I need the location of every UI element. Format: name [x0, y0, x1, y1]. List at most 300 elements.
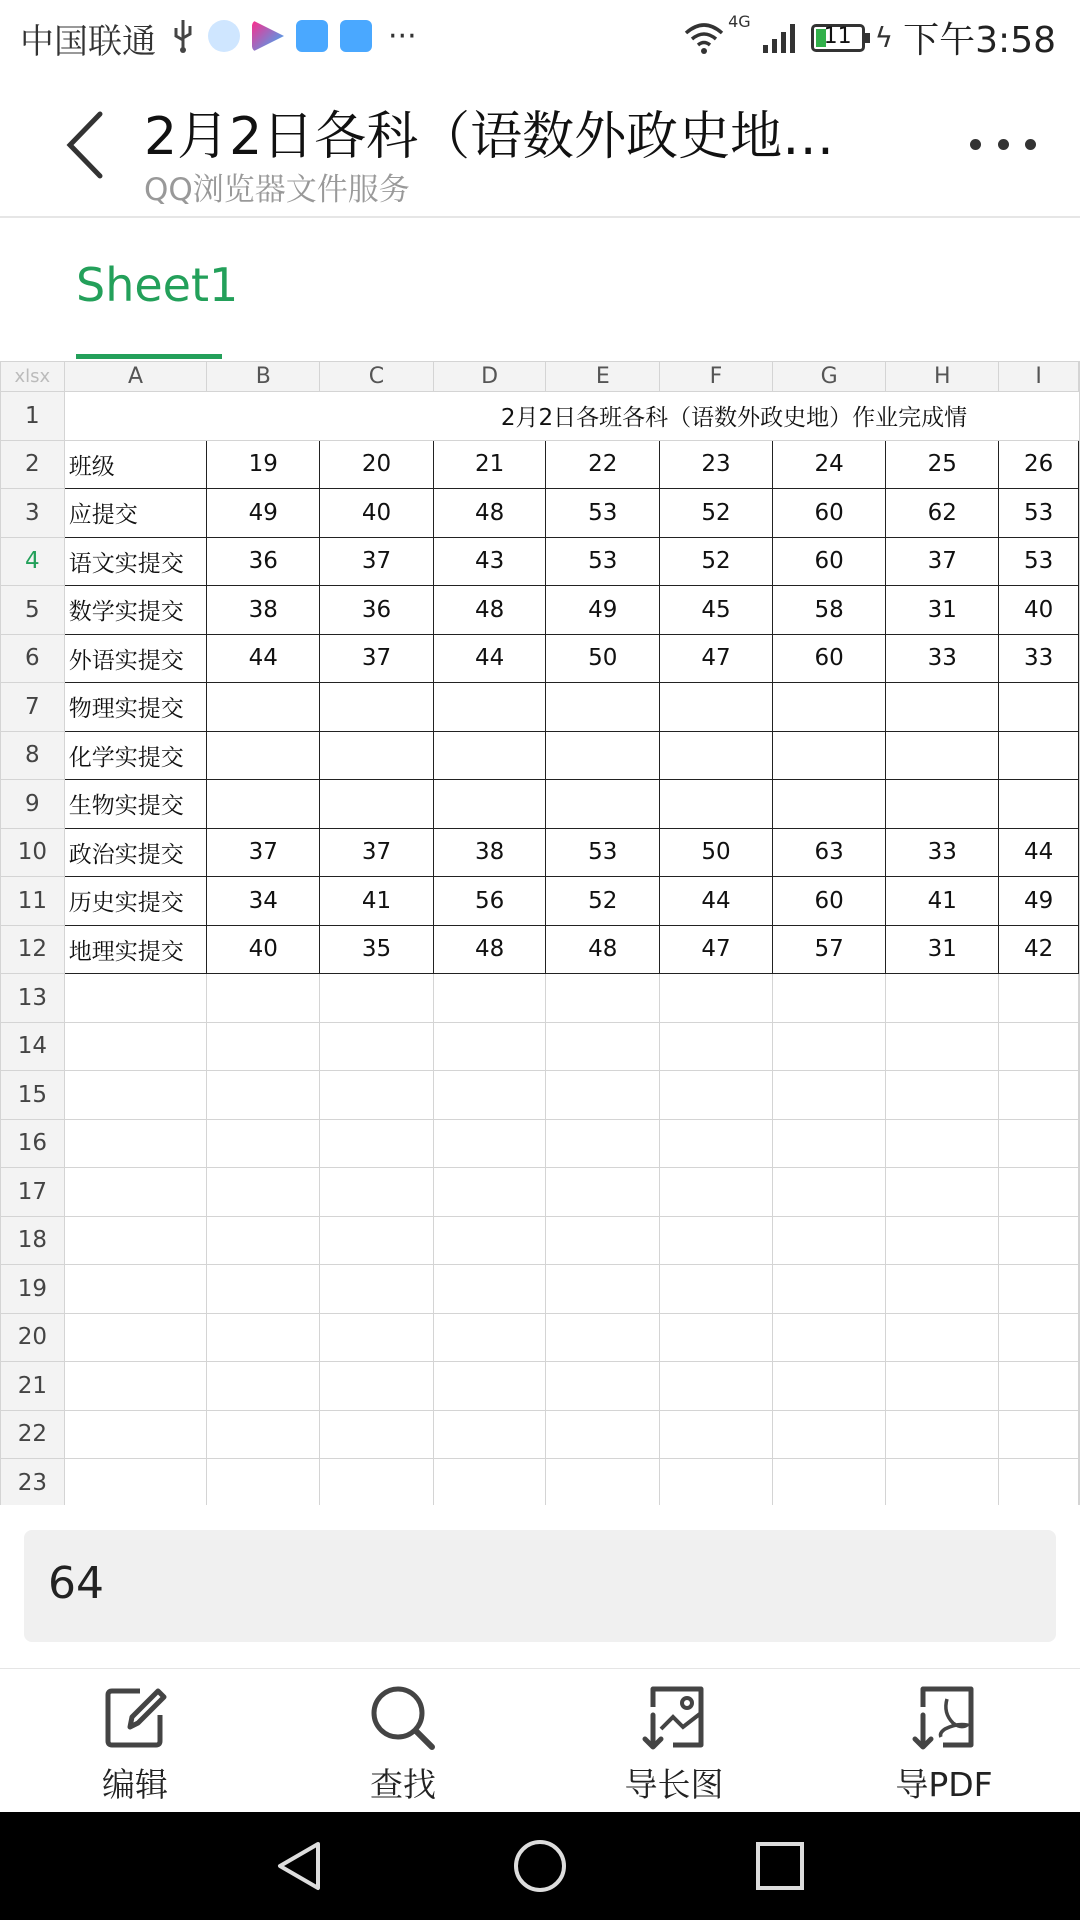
table-cell[interactable]: [64, 1410, 207, 1459]
table-cell[interactable]: 34: [207, 877, 320, 926]
table-row: [1, 634, 1080, 683]
table-cell[interactable]: 60: [772, 537, 886, 586]
row-header[interactable]: 2: [1, 440, 65, 489]
table-cell[interactable]: 25: [886, 440, 999, 489]
row-header[interactable]: 21: [1, 1362, 65, 1411]
row-header[interactable]: 17: [1, 1168, 65, 1217]
table-cell[interactable]: [320, 731, 434, 780]
table-cell[interactable]: 24: [772, 440, 886, 489]
table-cell[interactable]: [999, 780, 1079, 829]
table-cell[interactable]: [433, 1119, 546, 1168]
table-cell[interactable]: [433, 1459, 546, 1506]
table-cell[interactable]: 33: [886, 634, 999, 683]
table-row: [1, 731, 1080, 780]
table-cell[interactable]: 23: [660, 440, 773, 489]
nav-home-icon[interactable]: [512, 1838, 568, 1894]
table-cell[interactable]: [433, 1265, 546, 1314]
table-cell[interactable]: [660, 1022, 773, 1071]
table-cell[interactable]: [1079, 537, 1080, 586]
table-cell[interactable]: [660, 1459, 773, 1506]
table-cell[interactable]: 44: [660, 877, 773, 926]
table-cell[interactable]: [1079, 780, 1080, 829]
table-cell[interactable]: 45: [660, 586, 773, 635]
table-cell[interactable]: [772, 1071, 886, 1120]
table-cell[interactable]: 53: [546, 537, 660, 586]
table-cell[interactable]: 53: [999, 537, 1079, 586]
table-cell[interactable]: [64, 1362, 207, 1411]
table-cell[interactable]: 37: [207, 828, 320, 877]
row-header[interactable]: 18: [1, 1216, 65, 1265]
column-header[interactable]: G: [772, 362, 886, 392]
export-pdf-button[interactable]: [864, 1683, 1024, 1806]
table-cell[interactable]: [1079, 1362, 1080, 1411]
table-cell[interactable]: [546, 780, 660, 829]
table-cell[interactable]: [320, 1313, 434, 1362]
table-cell[interactable]: [886, 731, 999, 780]
table-cell[interactable]: 37: [320, 828, 434, 877]
table-cell[interactable]: [772, 1459, 886, 1506]
column-header[interactable]: F: [660, 362, 773, 392]
table-cell[interactable]: [772, 1022, 886, 1071]
table-cell[interactable]: 19: [207, 440, 320, 489]
row-header[interactable]: 13: [1, 974, 65, 1023]
table-cell[interactable]: [546, 731, 660, 780]
table-cell[interactable]: [320, 1168, 434, 1217]
column-header[interactable]: C: [320, 362, 434, 392]
table-cell[interactable]: [886, 1410, 999, 1459]
table-cell[interactable]: 48: [433, 586, 546, 635]
table-cell[interactable]: 43: [433, 537, 546, 586]
table-cell[interactable]: [207, 1362, 320, 1411]
table-cell[interactable]: 36: [207, 537, 320, 586]
table-cell[interactable]: [433, 1022, 546, 1071]
row-header[interactable]: 10: [1, 828, 65, 877]
row-header[interactable]: 8: [1, 731, 65, 780]
table-cell[interactable]: 语文实提交: [64, 537, 207, 586]
table-cell[interactable]: 52: [660, 537, 773, 586]
dot-icon: [970, 139, 981, 150]
column-header[interactable]: A: [64, 362, 207, 392]
table-cell[interactable]: [433, 974, 546, 1023]
search-icon: [368, 1683, 438, 1753]
table-cell[interactable]: [207, 1071, 320, 1120]
table-cell[interactable]: 37: [886, 537, 999, 586]
table-cell[interactable]: [546, 1313, 660, 1362]
table-row: [1, 1119, 1080, 1168]
table-cell[interactable]: [320, 1119, 434, 1168]
table-cell[interactable]: [433, 683, 546, 732]
table-cell[interactable]: [1079, 1410, 1080, 1459]
table-cell[interactable]: 47: [660, 925, 773, 974]
table-cell[interactable]: [1079, 1313, 1080, 1362]
table-cell[interactable]: [886, 974, 999, 1023]
table-cell[interactable]: [433, 1313, 546, 1362]
export-long-image-button[interactable]: [594, 1683, 754, 1806]
table-cell[interactable]: [546, 1459, 660, 1506]
row-header[interactable]: 5: [1, 586, 65, 635]
table-cell[interactable]: [207, 780, 320, 829]
table-cell[interactable]: [320, 1362, 434, 1411]
table-cell[interactable]: 56: [433, 877, 546, 926]
table-cell[interactable]: [64, 392, 207, 441]
table-cell[interactable]: [64, 1022, 207, 1071]
table-cell[interactable]: [1079, 683, 1080, 732]
table-cell[interactable]: [660, 731, 773, 780]
column-header[interactable]: E: [546, 362, 660, 392]
table-cell[interactable]: [660, 1168, 773, 1217]
table-cell[interactable]: [320, 1022, 434, 1071]
table-cell[interactable]: [772, 974, 886, 1023]
table-cell[interactable]: [999, 1410, 1079, 1459]
table-cell[interactable]: [1079, 1071, 1080, 1120]
table-cell[interactable]: [772, 683, 886, 732]
table-cell[interactable]: [64, 1313, 207, 1362]
column-header[interactable]: H: [886, 362, 999, 392]
table-cell[interactable]: 班级: [64, 440, 207, 489]
table-cell[interactable]: 60: [772, 634, 886, 683]
table-cell[interactable]: [546, 683, 660, 732]
table-cell[interactable]: 36: [320, 586, 434, 635]
table-cell[interactable]: [886, 1022, 999, 1071]
table-cell[interactable]: [772, 780, 886, 829]
table-cell[interactable]: [207, 1216, 320, 1265]
table-cell[interactable]: [320, 1410, 434, 1459]
row-header[interactable]: 7: [1, 683, 65, 732]
column-header[interactable]: [1079, 362, 1080, 392]
table-cell[interactable]: [772, 731, 886, 780]
table-cell[interactable]: 41: [320, 877, 434, 926]
row-header[interactable]: 9: [1, 780, 65, 829]
table-cell[interactable]: 22: [546, 440, 660, 489]
row-header[interactable]: 12: [1, 925, 65, 974]
table-cell[interactable]: [660, 780, 773, 829]
column-header[interactable]: D: [433, 362, 546, 392]
table-row: [1, 489, 1080, 538]
table-cell[interactable]: 38: [207, 586, 320, 635]
table-cell[interactable]: 58: [772, 586, 886, 635]
table-cell[interactable]: [772, 1119, 886, 1168]
table-cell[interactable]: [1079, 634, 1080, 683]
table-cell[interactable]: 应提交: [64, 489, 207, 538]
table-cell[interactable]: 57: [772, 925, 886, 974]
table-cell[interactable]: [546, 974, 660, 1023]
table-row: [1, 586, 1080, 635]
table-cell[interactable]: [207, 1459, 320, 1506]
table-cell[interactable]: [1079, 877, 1080, 926]
table-cell[interactable]: 26: [999, 440, 1079, 489]
table-cell[interactable]: [886, 1265, 999, 1314]
table-cell[interactable]: 44: [207, 634, 320, 683]
spreadsheet-grid[interactable]: [0, 361, 1080, 1505]
table-row: [1, 1168, 1080, 1217]
network-type: 4G: [728, 12, 751, 31]
table-cell[interactable]: [64, 1119, 207, 1168]
table-cell[interactable]: [999, 1313, 1079, 1362]
row-header[interactable]: 19: [1, 1265, 65, 1314]
youku-icon: [252, 20, 284, 52]
table-cell[interactable]: 62: [886, 489, 999, 538]
table-cell[interactable]: 42: [999, 925, 1079, 974]
table-cell[interactable]: [433, 1168, 546, 1217]
table-cell[interactable]: [999, 683, 1079, 732]
edit-button[interactable]: [55, 1683, 215, 1806]
table-cell[interactable]: [660, 1410, 773, 1459]
title-bar: [0, 72, 1080, 218]
table-cell[interactable]: [999, 1265, 1079, 1314]
table-cell[interactable]: 21: [433, 440, 546, 489]
table-cell[interactable]: 38: [433, 828, 546, 877]
table-cell[interactable]: [1079, 489, 1080, 538]
table-cell[interactable]: [999, 1459, 1079, 1506]
table-cell[interactable]: 48: [433, 925, 546, 974]
table-cell[interactable]: [433, 1216, 546, 1265]
table-cell[interactable]: [660, 1216, 773, 1265]
notification-icons: [170, 14, 417, 58]
table-cell[interactable]: [1079, 1216, 1080, 1265]
table-cell[interactable]: [999, 1216, 1079, 1265]
table-cell[interactable]: [886, 1216, 999, 1265]
table-row: [1, 828, 1080, 877]
dot-icon: [998, 139, 1009, 150]
table-cell[interactable]: 50: [546, 634, 660, 683]
table-row: [1, 877, 1080, 926]
search-label: 查找: [370, 1765, 436, 1804]
table-cell[interactable]: [1079, 1022, 1080, 1071]
table-cell[interactable]: [772, 1216, 886, 1265]
table-cell[interactable]: 60: [772, 489, 886, 538]
table-cell[interactable]: 20: [320, 440, 434, 489]
table-cell[interactable]: 31: [886, 925, 999, 974]
table-cell[interactable]: 40: [320, 489, 434, 538]
table-cell[interactable]: [207, 683, 320, 732]
table-cell[interactable]: [886, 1119, 999, 1168]
table-cell[interactable]: 化学实提交: [64, 731, 207, 780]
cell-value-bar[interactable]: [24, 1530, 1056, 1642]
table-cell[interactable]: 49: [999, 877, 1079, 926]
table-cell[interactable]: 48: [546, 925, 660, 974]
table-cell[interactable]: [1079, 974, 1080, 1023]
table-cell[interactable]: [660, 1071, 773, 1120]
table-cell[interactable]: [886, 683, 999, 732]
row-header[interactable]: 3: [1, 489, 65, 538]
row-header[interactable]: 22: [1, 1410, 65, 1459]
table-cell[interactable]: [433, 1410, 546, 1459]
table-cell[interactable]: [1079, 1119, 1080, 1168]
table-row: [1, 925, 1080, 974]
table-cell[interactable]: [886, 780, 999, 829]
table-cell[interactable]: 数学实提交: [64, 586, 207, 635]
table-cell[interactable]: [999, 1119, 1079, 1168]
table-cell[interactable]: [1079, 828, 1080, 877]
table-cell[interactable]: [999, 1362, 1079, 1411]
row-header[interactable]: 4: [1, 537, 65, 586]
table-cell[interactable]: [886, 1362, 999, 1411]
table-cell[interactable]: [1079, 586, 1080, 635]
table-cell[interactable]: [207, 1168, 320, 1217]
table-cell[interactable]: 35: [320, 925, 434, 974]
table-cell[interactable]: [433, 1071, 546, 1120]
table-cell[interactable]: 44: [999, 828, 1079, 877]
table-cell[interactable]: [207, 1410, 320, 1459]
table-row: [1, 974, 1080, 1023]
bottom-toolbar: [0, 1668, 1080, 1813]
row-header[interactable]: 6: [1, 634, 65, 683]
table-cell[interactable]: 40: [207, 925, 320, 974]
edit-label: 编辑: [102, 1765, 168, 1804]
table-cell[interactable]: [207, 731, 320, 780]
row-header[interactable]: 23: [1, 1459, 65, 1506]
table-cell[interactable]: 44: [433, 634, 546, 683]
table-cell[interactable]: [546, 1362, 660, 1411]
table-row: [1, 1216, 1080, 1265]
table-cell[interactable]: [546, 1071, 660, 1120]
table-cell[interactable]: 历史实提交: [64, 877, 207, 926]
table-cell[interactable]: [64, 1168, 207, 1217]
dot-icon: [1025, 139, 1036, 150]
table-cell[interactable]: [207, 974, 320, 1023]
table-cell[interactable]: [320, 1459, 434, 1506]
table-cell[interactable]: [207, 1265, 320, 1314]
table-cell[interactable]: [546, 1410, 660, 1459]
table-cell[interactable]: 生物实提交: [64, 780, 207, 829]
table-cell[interactable]: [433, 731, 546, 780]
table-cell[interactable]: 63: [772, 828, 886, 877]
table-cell[interactable]: [660, 1119, 773, 1168]
row-header[interactable]: 16: [1, 1119, 65, 1168]
table-cell[interactable]: [886, 1459, 999, 1506]
table-cell[interactable]: [772, 1265, 886, 1314]
table-cell[interactable]: 40: [999, 586, 1079, 635]
table-cell[interactable]: [207, 1119, 320, 1168]
table-cell[interactable]: [660, 683, 773, 732]
table-cell[interactable]: 49: [546, 586, 660, 635]
table-cell[interactable]: [433, 780, 546, 829]
carrier-label: 中国联通: [20, 22, 156, 62]
table-cell[interactable]: [546, 1265, 660, 1314]
tab-sheet1[interactable]: Sheet1: [76, 258, 239, 312]
table-cell[interactable]: [320, 974, 434, 1023]
table-cell[interactable]: [660, 1313, 773, 1362]
table-cell[interactable]: [64, 1216, 207, 1265]
table-cell[interactable]: [64, 1265, 207, 1314]
page-title: 2月2日各科（语数外政史地…: [144, 107, 835, 167]
table-cell[interactable]: [320, 1216, 434, 1265]
table-cell[interactable]: [320, 1071, 434, 1120]
table-cell[interactable]: [886, 1071, 999, 1120]
table-cell[interactable]: [546, 1119, 660, 1168]
table-cell[interactable]: [546, 1168, 660, 1217]
table-cell[interactable]: [772, 1313, 886, 1362]
table-cell[interactable]: [433, 1362, 546, 1411]
row-header[interactable]: 15: [1, 1071, 65, 1120]
table-cell[interactable]: 37: [320, 634, 434, 683]
table-cell[interactable]: 60: [772, 877, 886, 926]
table-cell[interactable]: [660, 974, 773, 1023]
table-cell[interactable]: [1079, 1265, 1080, 1314]
sheet-title-cell[interactable]: 2月2日各班各科（语数外政史地）作业完成情: [207, 392, 1080, 441]
row-header[interactable]: 11: [1, 877, 65, 926]
table-cell[interactable]: [886, 1313, 999, 1362]
table-cell[interactable]: 地理实提交: [64, 925, 207, 974]
active-tab-indicator: [76, 354, 222, 359]
nav-back-icon[interactable]: [272, 1838, 328, 1894]
table-cell[interactable]: [660, 1362, 773, 1411]
search-button[interactable]: [323, 1683, 483, 1806]
export-image-icon: [639, 1683, 709, 1753]
table-cell[interactable]: [1079, 1459, 1080, 1506]
column-header[interactable]: B: [207, 362, 320, 392]
table-cell[interactable]: 33: [999, 634, 1079, 683]
table-cell[interactable]: [1079, 731, 1080, 780]
table-cell[interactable]: [999, 1022, 1079, 1071]
table-cell[interactable]: 物理实提交: [64, 683, 207, 732]
table-cell[interactable]: 47: [660, 634, 773, 683]
table-cell[interactable]: [772, 1362, 886, 1411]
table-cell[interactable]: [320, 1265, 434, 1314]
table-cell[interactable]: 外语实提交: [64, 634, 207, 683]
table-cell[interactable]: [546, 1022, 660, 1071]
row-header[interactable]: 20: [1, 1313, 65, 1362]
table-cell[interactable]: [999, 1168, 1079, 1217]
table-cell[interactable]: [64, 1071, 207, 1120]
wifi-icon: [684, 21, 724, 55]
table-cell[interactable]: [660, 1265, 773, 1314]
table-cell[interactable]: [1079, 440, 1080, 489]
table-cell[interactable]: [772, 1410, 886, 1459]
table-cell[interactable]: 52: [546, 877, 660, 926]
table-row: [1, 683, 1080, 732]
table-cell[interactable]: [64, 1459, 207, 1506]
table-cell[interactable]: [1079, 925, 1080, 974]
back-icon[interactable]: [60, 110, 120, 180]
clock: 下午3:58: [903, 20, 1056, 61]
table-cell[interactable]: 53: [999, 489, 1079, 538]
edit-icon: [100, 1683, 170, 1753]
table-cell[interactable]: [772, 1168, 886, 1217]
table-cell[interactable]: [546, 1216, 660, 1265]
system-nav-bar: [0, 1812, 1080, 1920]
table-cell[interactable]: [999, 974, 1079, 1023]
row-header[interactable]: 14: [1, 1022, 65, 1071]
table-cell[interactable]: [886, 1168, 999, 1217]
table-cell[interactable]: 50: [660, 828, 773, 877]
table-cell[interactable]: 37: [320, 537, 434, 586]
table-cell[interactable]: [207, 1313, 320, 1362]
column-header[interactable]: I: [999, 362, 1079, 392]
more-options-button[interactable]: [970, 134, 1036, 154]
table-cell[interactable]: 53: [546, 828, 660, 877]
table-cell[interactable]: [999, 731, 1079, 780]
message-icon: [340, 20, 372, 52]
nav-recents-icon[interactable]: [752, 1838, 808, 1894]
table-cell[interactable]: 48: [433, 489, 546, 538]
table-cell[interactable]: [320, 780, 434, 829]
table-cell[interactable]: [1079, 1168, 1080, 1217]
table-cell[interactable]: [999, 1071, 1079, 1120]
table-cell[interactable]: 53: [546, 489, 660, 538]
table-cell[interactable]: 33: [886, 828, 999, 877]
table-cell[interactable]: [320, 683, 434, 732]
row-header[interactable]: 1: [1, 392, 65, 441]
table-cell[interactable]: [64, 974, 207, 1023]
table-cell[interactable]: 49: [207, 489, 320, 538]
table-cell[interactable]: [207, 1022, 320, 1071]
table-cell[interactable]: 政治实提交: [64, 828, 207, 877]
table-cell[interactable]: 41: [886, 877, 999, 926]
table-cell[interactable]: 31: [886, 586, 999, 635]
table-cell[interactable]: 52: [660, 489, 773, 538]
table-row: [1, 537, 1080, 586]
